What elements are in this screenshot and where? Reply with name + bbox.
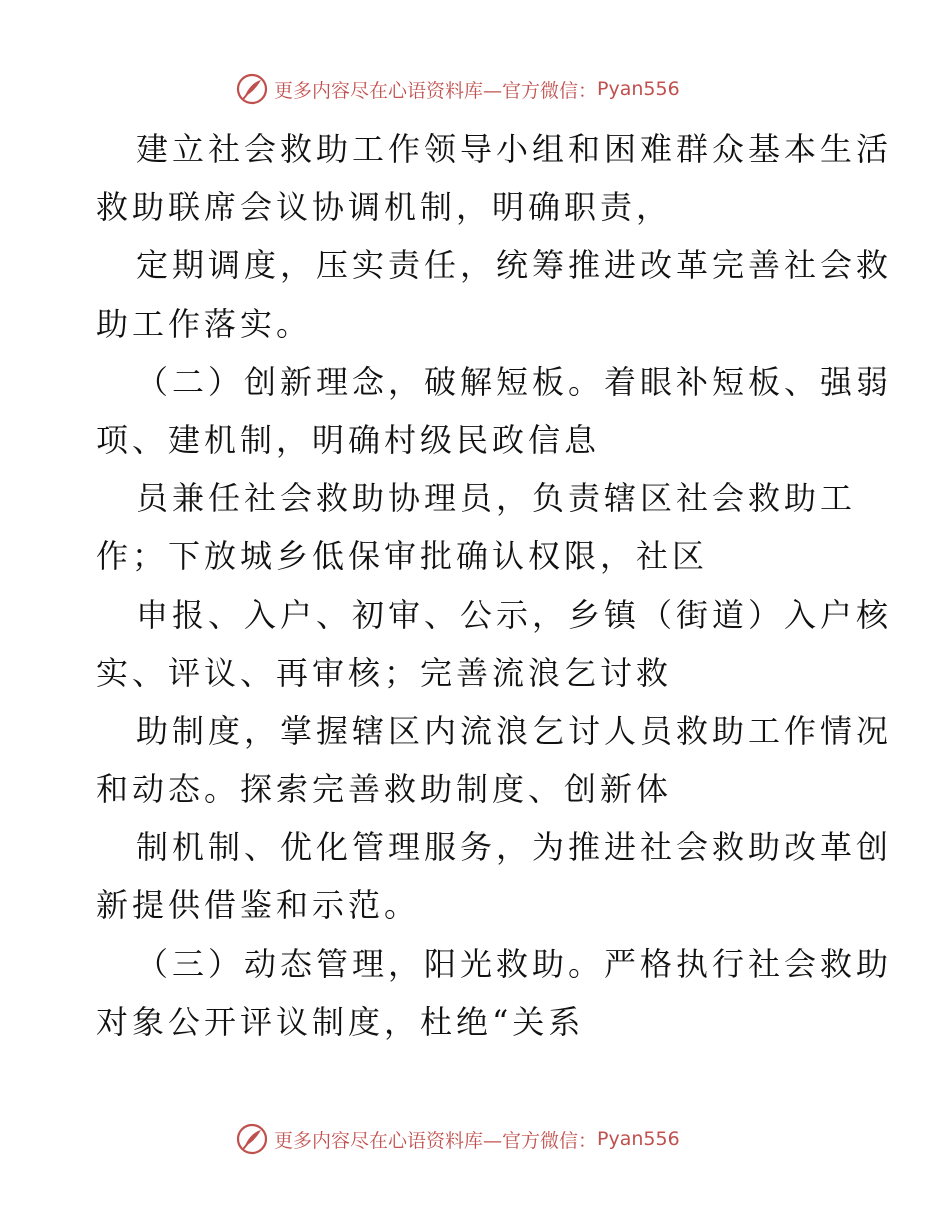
body-line: （二）创新理念，破解短板。着眼补短板、强弱 bbox=[136, 362, 893, 401]
body-line: 员兼任社会救助协理员，负责辖区社会救助工 bbox=[136, 479, 857, 518]
footer-watermark bbox=[236, 1122, 716, 1156]
body-line: 救助联席会议协调机制，明确职责， bbox=[96, 188, 673, 227]
body-line: 助工作落实。 bbox=[96, 304, 313, 343]
header-watermark bbox=[236, 72, 716, 106]
body-line: 申报、入户、初审、公示，乡镇（街道）入户核 bbox=[136, 595, 893, 634]
body-line: 作；下放城乡低保审批确认权限，社区 bbox=[96, 537, 709, 576]
body-line: 实、评议、再审核；完善流浪乞讨救 bbox=[96, 653, 673, 692]
footer-brand-text: 更多内容尽在心语资料库—官方微信： bbox=[274, 1129, 598, 1152]
body-line: （三）动态管理，阳光救助。严格执行社会救助 bbox=[136, 944, 893, 983]
body-line: 对象公开评议制度，杜绝“关系 bbox=[96, 1002, 585, 1041]
document-body bbox=[96, 120, 893, 1051]
body-line: 新提供借鉴和示范。 bbox=[96, 886, 421, 925]
body-line: 项、建机制，明确村级民政信息 bbox=[96, 420, 601, 459]
body-line: 助制度，掌握辖区内流浪乞讨人员救助工作情况 bbox=[136, 711, 893, 750]
body-line: 建立社会救助工作领导小组和困难群众基本生活 bbox=[136, 130, 893, 168]
quill-logo-icon bbox=[236, 73, 268, 105]
header-wechat-id: Pyan556 bbox=[597, 78, 680, 100]
quill-logo-icon bbox=[236, 1123, 268, 1155]
header-brand-text: 更多内容尽在心语资料库—官方微信： bbox=[274, 79, 598, 102]
body-line: 和动态。探索完善救助制度、创新体 bbox=[96, 770, 673, 809]
footer-wechat-id: Pyan556 bbox=[597, 1128, 680, 1150]
body-line: 制机制、优化管理服务，为推进社会救助改革创 bbox=[136, 828, 893, 867]
body-line: 定期调度，压实责任，统筹推进改革完善社会救 bbox=[136, 246, 893, 285]
